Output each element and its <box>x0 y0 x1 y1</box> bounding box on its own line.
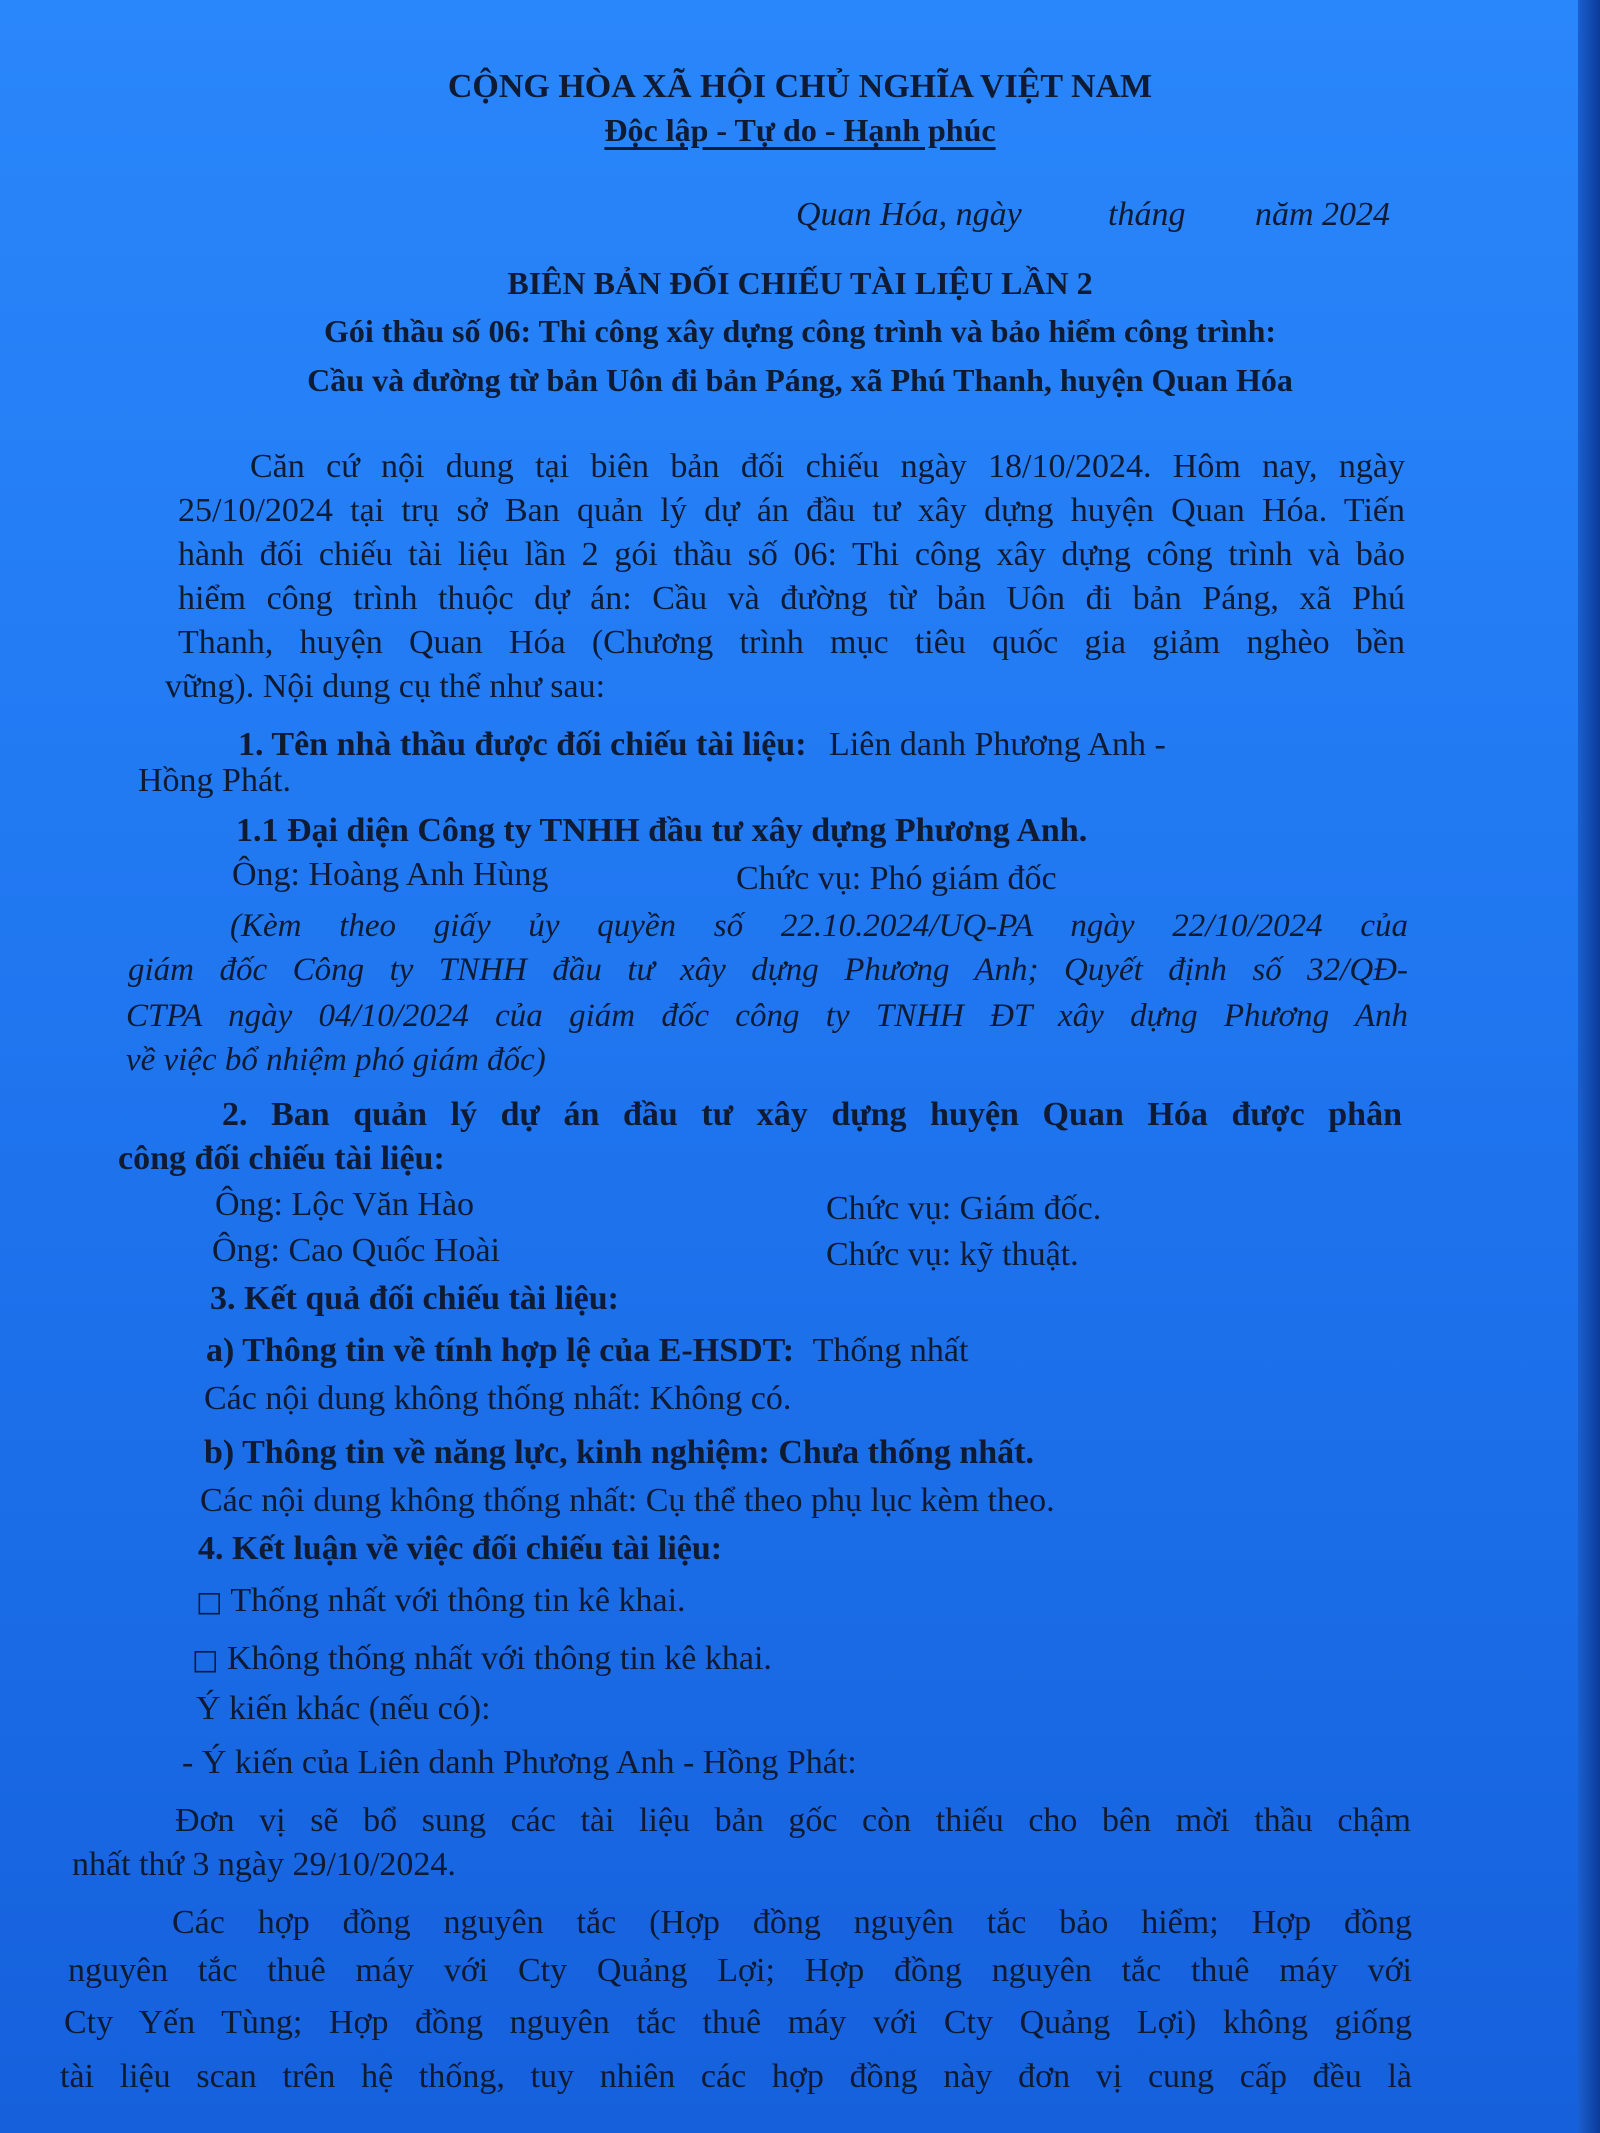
member-position: Chức vụ: Giám đốc. <box>826 1190 1102 1227</box>
opinion-line: tài liệu scan trên hệ thống, tuy nhiên các hợp đồng này đơn vị cung cấp đều là <box>60 2058 1412 2095</box>
section2-title: 2. Ban quản lý dự án đầu tư xây dựng huyện Quan Hóa được phân <box>222 1096 1402 1133</box>
date-year: năm 2024 <box>1255 196 1391 233</box>
member-position: Chức vụ: kỹ thuật. <box>826 1236 1079 1273</box>
section1-line <box>238 726 1166 764</box>
date-month: tháng <box>1108 196 1186 233</box>
opinion-line: Đơn vị sẽ bổ sung các tài liệu bản gốc còn thiếu cho bên mời thầu chậm <box>175 1802 1411 1839</box>
contractor-opinion-label: - Ý kiến của Liên danh Phương Anh - Hồng Phát: <box>182 1744 857 1781</box>
opinion-line: nguyên tắc thuê máy với Cty Quảng Lợi; Hợp đồng nguyên tắc thuê máy với <box>68 1952 1412 1989</box>
nation-heading: CỘNG HÒA XÃ HỘI CHỦ NGHĨA VIỆT NAM <box>447 68 1153 105</box>
section3-b-label: b) Thông tin về năng lực, kinh nghiệm: Chưa thống nhất. <box>204 1434 1034 1471</box>
checkbox-icon[interactable]: □ <box>196 1585 223 1618</box>
section3-a-line <box>206 1332 968 1370</box>
opinion-line: nhất thứ 3 ngày 29/10/2024. <box>72 1846 456 1883</box>
section1-value: Liên danh Phương Anh - <box>829 726 1166 763</box>
section3-b-detail: Các nội dung không thống nhất: Cụ thể theo phụ lục kèm theo. <box>200 1482 1055 1519</box>
representative-position: Chức vụ: Phó giám đốc <box>736 860 1057 897</box>
section1-subtitle: 1.1 Đại diện Công ty TNHH đầu tư xây dựng Phương Anh. <box>236 812 1088 849</box>
section3-a-detail: Các nội dung không thống nhất: Không có. <box>204 1380 792 1417</box>
option-disagree[interactable] <box>192 1640 772 1678</box>
intro-line: vững). Nội dung cụ thể như sau: <box>165 668 606 705</box>
checkbox-icon[interactable]: □ <box>192 1643 219 1676</box>
section2-title-cont: công đối chiếu tài liệu: <box>118 1140 445 1177</box>
opinion-line: Cty Yến Tùng; Hợp đồng nguyên tắc thuê máy với Cty Quảng Lợi) không giống <box>64 2004 1412 2041</box>
member-name: Ông: Cao Quốc Hoài <box>212 1232 501 1269</box>
intro-line: Căn cứ nội dung tại biên bản đối chiếu ngày 18/10/2024. Hôm nay, ngày <box>250 448 1405 485</box>
section3-a-value: Thống nhất <box>812 1332 969 1369</box>
option-agree[interactable] <box>196 1582 686 1620</box>
intro-line: 25/10/2024 tại trụ sở Ban quản lý dự án đầu tư xây dựng huyện Quan Hóa. Tiến <box>178 492 1405 529</box>
authorization-note: giám đốc Công ty TNHH đầu tư xây dựng Phương Anh; Quyết định số 32/QĐ- <box>128 952 1408 988</box>
motto <box>0 112 1600 149</box>
other-opinion-label: Ý kiến khác (nếu có): <box>196 1690 491 1727</box>
authorization-note: về việc bổ nhiệm phó giám đốc) <box>126 1042 546 1078</box>
member-name: Ông: Lộc Văn Hào <box>215 1186 475 1223</box>
section1-value-cont: Hồng Phát. <box>138 762 291 799</box>
intro-line: hiểm công trình thuộc dự án: Cầu và đường từ bản Uôn đi bản Páng, xã Phú <box>178 580 1405 617</box>
section3-a-label: a) Thông tin về tính hợp lệ của E-HSDT: <box>206 1332 795 1369</box>
intro-line: hành đối chiếu tài liệu lần 2 gói thầu số 06: Thi công xây dựng công trình và bảo <box>178 536 1405 573</box>
intro-line: Thanh, huyện Quan Hóa (Chương trình mục tiêu quốc gia giảm nghèo bền <box>178 624 1405 661</box>
option-disagree-label: Không thống nhất với thông tin kê khai. <box>226 1640 772 1677</box>
package-line-1: Gói thầu số 06: Thi công xây dựng công trình và bảo hiểm công trình: <box>323 313 1277 349</box>
section3-title: 3. Kết quả đối chiếu tài liệu: <box>210 1280 619 1317</box>
authorization-note: CTPA ngày 04/10/2024 của giám đốc công ty TNHH ĐT xây dựng Phương Anh <box>126 998 1408 1034</box>
section4-title: 4. Kết luận về việc đối chiếu tài liệu: <box>198 1530 723 1567</box>
document-title: BIÊN BẢN ĐỐI CHIẾU TÀI LIỆU LẦN 2 <box>507 265 1093 301</box>
opinion-line: Các hợp đồng nguyên tắc (Hợp đồng nguyên tắc bảo hiểm; Hợp đồng <box>172 1904 1412 1941</box>
representative-name: Ông: Hoàng Anh Hùng <box>232 856 549 893</box>
option-agree-label: Thống nhất với thông tin kê khai. <box>230 1582 686 1619</box>
date-place: Quan Hóa, ngày <box>796 196 1022 233</box>
section1-label: 1. Tên nhà thầu được đối chiếu tài liệu: <box>238 726 807 763</box>
motto-text: Độc lập - Tự do - Hạnh phúc <box>604 112 996 148</box>
package-line-2: Cầu và đường từ bản Uôn đi bản Páng, xã Phú Thanh, huyện Quan Hóa <box>307 362 1293 398</box>
authorization-note: (Kèm theo giấy ủy quyền số 22.10.2024/UQ-PA ngày 22/10/2024 của <box>230 908 1408 944</box>
